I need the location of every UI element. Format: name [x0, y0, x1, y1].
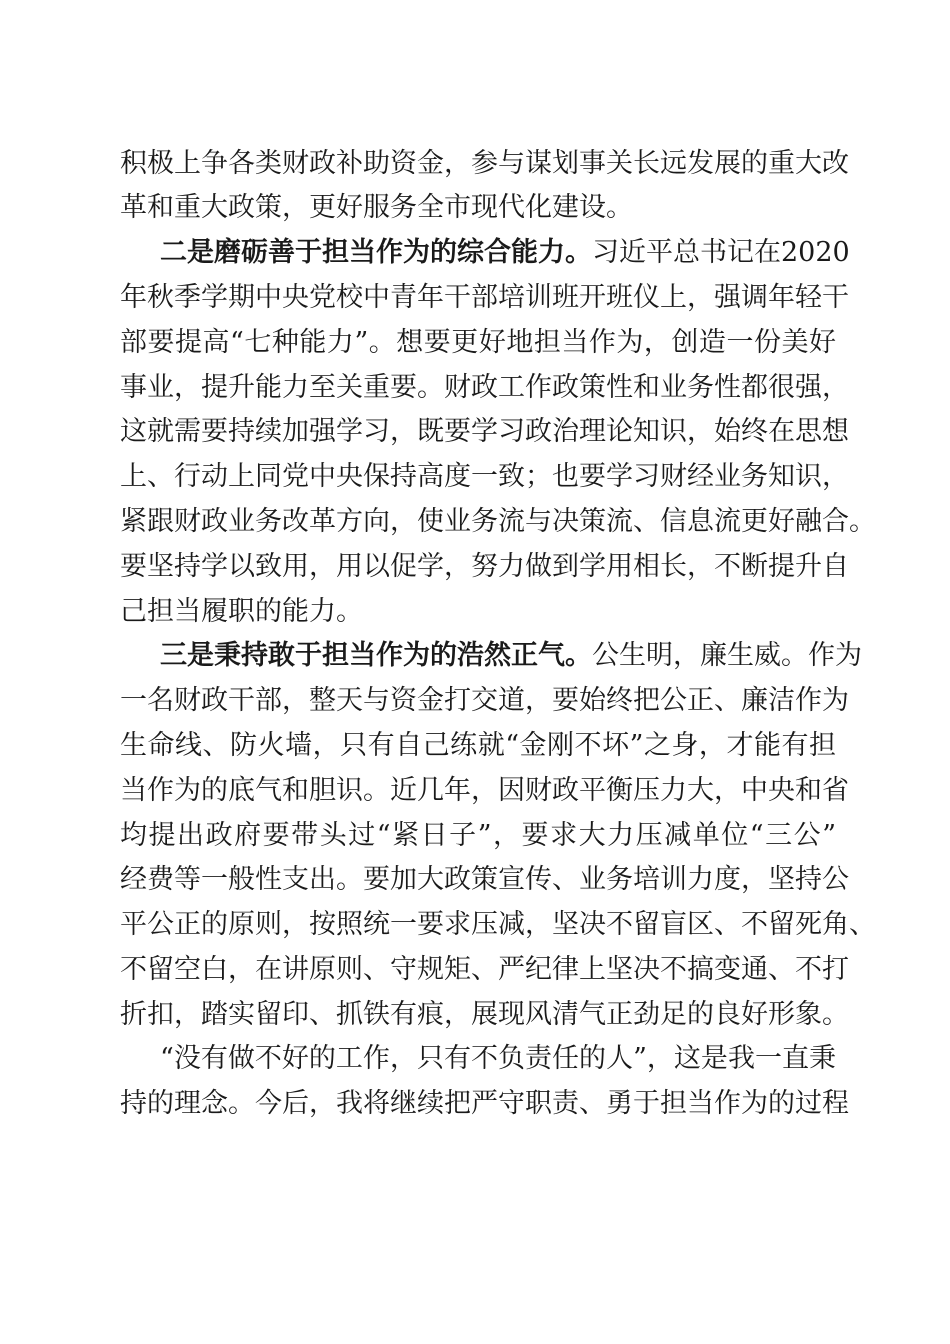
line-text: 事业，提升能力至关重要。财政工作政策性和业务性都很强，: [120, 372, 849, 403]
text-line: [120, 190, 836, 226]
line-text: 革和重大政策，更好服务全市现代化建设。: [120, 192, 633, 223]
text-line: [120, 370, 849, 406]
text-line: [120, 325, 836, 361]
text-line: [120, 683, 849, 719]
paragraph-2-first-line: [160, 235, 850, 271]
text-line: [120, 594, 836, 630]
line-text: 经费等一般性支出。要加大政策宣传、业务培训力度，坚持公: [120, 864, 849, 895]
line-text: 习近平总书记在2020: [592, 237, 850, 268]
text-line: [120, 952, 849, 988]
text-line: [120, 818, 836, 854]
text-line: [120, 907, 876, 943]
line-text: 平公正的原则，按照统一要求压减，坚决不留盲区、不留死角、: [120, 909, 876, 940]
line-text: 要坚持学以致用，用以促学，努力做到学用相长，不断提升自: [120, 551, 849, 582]
line-text: 均提出政府要带头过“紧日子”，要求大力压减单位“三公”: [120, 820, 836, 851]
line-text: 当作为的底气和胆识。近几年，因财政平衡压力大，中央和省: [120, 775, 849, 806]
paragraph-heading: 二是磨砺善于担当作为的综合能力。: [160, 237, 592, 268]
line-text: 上、行动上同党中央保持高度一致；也要学习财经业务知识，: [120, 461, 849, 492]
paragraph-heading: 三是秉持敢于担当作为的浩然正气。: [160, 640, 592, 671]
line-text: 公生明，廉生威。作为: [592, 640, 862, 671]
text-line: [120, 504, 876, 540]
text-line: [120, 414, 849, 450]
text-line: [120, 146, 849, 182]
line-text: 这就需要持续加强学习，既要学习政治理论知识，始终在思想: [120, 416, 849, 447]
text-line: [120, 997, 849, 1033]
line-text: 积极上争各类财政补助资金，参与谋划事关长远发展的重大改: [120, 148, 849, 179]
line-text: 不留空白，在讲原则、守规矩、严纪律上坚决不搞变通、不打: [120, 954, 849, 985]
line-text: 持的理念。今后，我将继续把严守职责、勇于担当作为的过程: [120, 1088, 849, 1119]
line-text: 己担当履职的能力。: [120, 596, 363, 627]
paragraph-4-first-line: [160, 1041, 836, 1077]
line-text: 紧跟财政业务改革方向，使业务流与决策流、信息流更好融合。: [120, 506, 876, 537]
text-line: [120, 773, 849, 809]
text-line: [120, 728, 836, 764]
paragraph-3-first-line: [160, 638, 862, 674]
line-text: 生命线、防火墙，只有自己练就“金刚不坏”之身，才能有担: [120, 730, 836, 761]
line-text: 一名财政干部，整天与资金打交道，要始终把公正、廉洁作为: [120, 685, 849, 716]
text-line: [120, 1086, 849, 1122]
line-text: 折扣，踏实留印、抓铁有痕，展现风清气正劲足的良好形象。: [120, 999, 849, 1030]
line-text: “没有做不好的工作，只有不负责任的人”，这是我一直秉: [160, 1043, 836, 1074]
text-line: [120, 549, 849, 585]
text-line: [120, 459, 849, 495]
line-text: 年秋季学期中央党校中青年干部培训班开班仪上，强调年轻干: [120, 282, 849, 313]
text-line: [120, 862, 849, 898]
text-line: [120, 280, 849, 316]
line-text: 部要提高“七种能力”。想要更好地担当作为，创造一份美好: [120, 327, 836, 358]
